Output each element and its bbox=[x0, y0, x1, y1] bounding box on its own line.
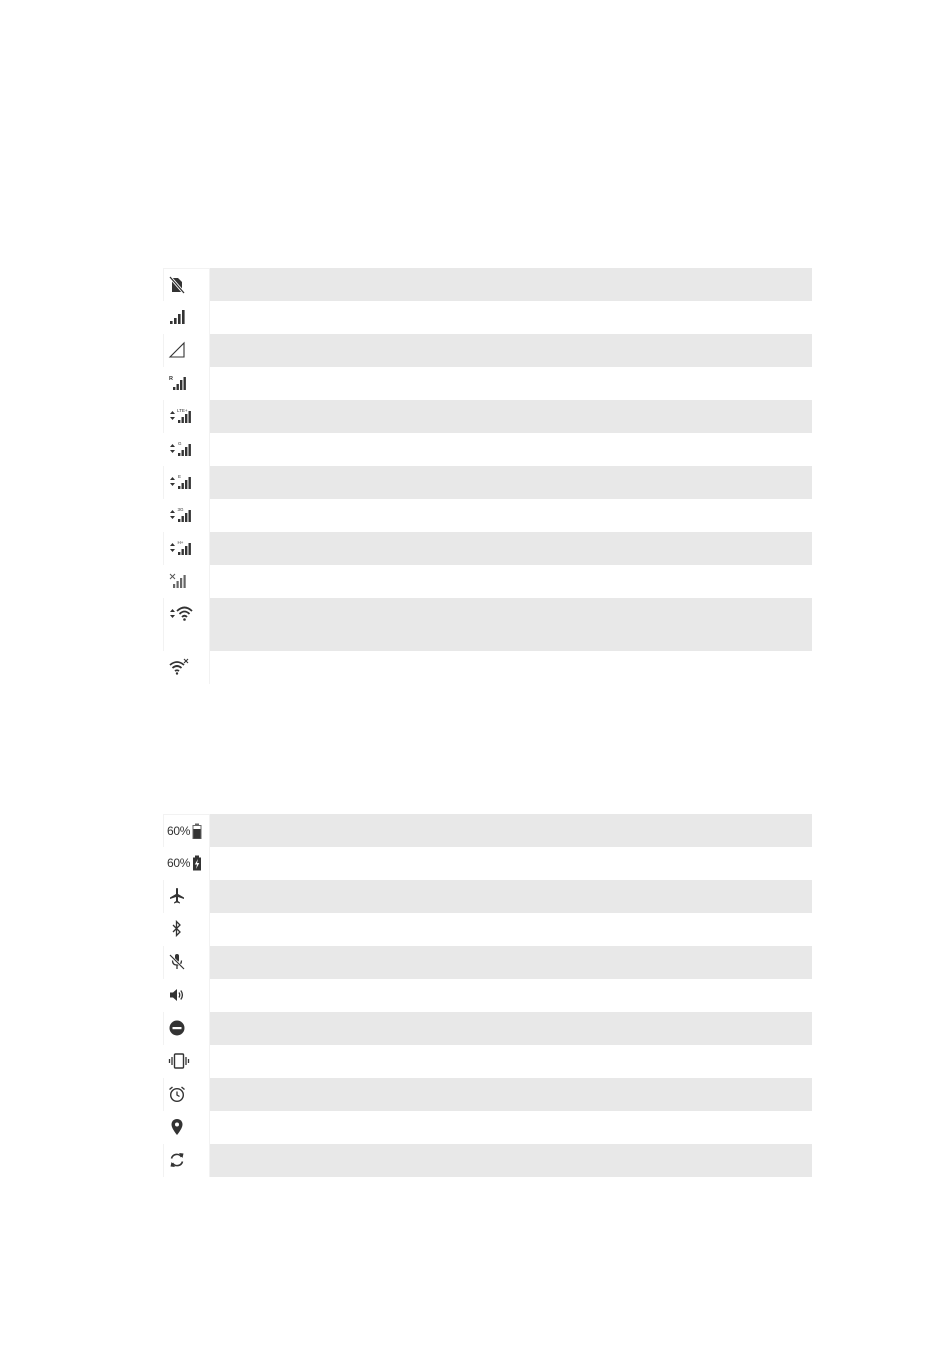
icon-cell bbox=[163, 400, 210, 433]
table-row bbox=[163, 268, 812, 301]
description-cell bbox=[210, 400, 812, 433]
location-icon bbox=[167, 1118, 187, 1136]
icon-cell bbox=[163, 1012, 210, 1045]
table-row bbox=[163, 301, 812, 334]
signal-strength-icon bbox=[167, 308, 187, 326]
icon-cell bbox=[163, 651, 210, 684]
table-row bbox=[163, 814, 812, 847]
table-row bbox=[163, 1111, 812, 1144]
battery-charging bbox=[167, 855, 202, 871]
table-row bbox=[163, 400, 812, 433]
description-cell bbox=[210, 1144, 812, 1177]
table-row bbox=[163, 1144, 812, 1177]
battery-status bbox=[167, 823, 202, 839]
3g-data-icon bbox=[167, 506, 195, 524]
description-cell bbox=[210, 814, 812, 847]
gprs-data-icon bbox=[167, 440, 195, 458]
table-row bbox=[163, 532, 812, 565]
icon-cell bbox=[163, 946, 210, 979]
description-cell bbox=[210, 334, 812, 367]
table-row bbox=[163, 946, 812, 979]
lte-plus-data-icon bbox=[167, 407, 195, 425]
icon-cell bbox=[163, 1078, 210, 1111]
icon-cell bbox=[163, 1045, 210, 1078]
description-cell bbox=[210, 499, 812, 532]
table-row bbox=[163, 979, 812, 1012]
table-row bbox=[163, 598, 812, 651]
hspa-plus-badge: H+ bbox=[177, 540, 184, 545]
icon-cell bbox=[163, 1111, 210, 1144]
battery-percentage: 60% bbox=[167, 824, 191, 838]
description-cell bbox=[210, 880, 812, 913]
edge-data-icon bbox=[167, 473, 195, 491]
network-icons-table bbox=[163, 268, 812, 684]
gprs-badge: G bbox=[178, 441, 182, 446]
description-cell bbox=[210, 532, 812, 565]
description-cell bbox=[210, 598, 812, 651]
description-cell bbox=[210, 1111, 812, 1144]
status-icons-table bbox=[163, 814, 812, 1177]
description-cell bbox=[210, 1012, 812, 1045]
table-row bbox=[163, 334, 812, 367]
table-row bbox=[163, 880, 812, 913]
description-cell bbox=[210, 1045, 812, 1078]
battery-charging-icon bbox=[192, 855, 202, 871]
svg-text:R: R bbox=[169, 376, 173, 382]
icon-cell bbox=[163, 499, 210, 532]
description-cell bbox=[210, 946, 812, 979]
table-row bbox=[163, 367, 812, 400]
icon-cell bbox=[163, 598, 210, 651]
table-row bbox=[163, 433, 812, 466]
description-cell bbox=[210, 466, 812, 499]
icon-cell bbox=[163, 466, 210, 499]
microphone-muted-icon bbox=[167, 953, 187, 971]
no-sim-icon bbox=[167, 276, 187, 294]
hspa-plus-data-icon bbox=[167, 539, 195, 557]
sync-icon bbox=[167, 1151, 187, 1169]
no-signal-icon bbox=[167, 341, 187, 359]
icon-cell bbox=[163, 301, 210, 334]
table-row bbox=[163, 847, 812, 880]
icon-cell bbox=[163, 367, 210, 400]
table-row bbox=[163, 1045, 812, 1078]
description-cell bbox=[210, 565, 812, 598]
icon-cell bbox=[163, 979, 210, 1012]
icon-cell bbox=[163, 433, 210, 466]
wifi-data-transfer-icon bbox=[167, 605, 195, 623]
icon-cell bbox=[163, 814, 210, 847]
icon-cell bbox=[163, 532, 210, 565]
battery-status-icon bbox=[192, 823, 202, 839]
3g-badge: 3G bbox=[177, 507, 184, 512]
description-cell bbox=[210, 268, 812, 301]
icon-cell bbox=[163, 565, 210, 598]
table-row bbox=[163, 913, 812, 946]
alarm-icon bbox=[167, 1085, 187, 1103]
table-row bbox=[163, 651, 812, 684]
table-row bbox=[163, 466, 812, 499]
lte-plus-badge: LTE+ bbox=[177, 408, 188, 413]
roaming-icon bbox=[167, 374, 189, 392]
table-row bbox=[163, 499, 812, 532]
wifi-no-internet-icon bbox=[167, 658, 193, 676]
battery-percentage: 60% bbox=[167, 856, 191, 870]
description-cell bbox=[210, 301, 812, 334]
icon-cell bbox=[163, 847, 210, 880]
table-row bbox=[163, 1078, 812, 1111]
description-cell bbox=[210, 913, 812, 946]
description-cell bbox=[210, 1078, 812, 1111]
description-cell bbox=[210, 433, 812, 466]
table-row bbox=[163, 565, 812, 598]
description-cell bbox=[210, 847, 812, 880]
icon-cell bbox=[163, 334, 210, 367]
do-not-disturb-icon bbox=[167, 1019, 187, 1037]
icon-cell bbox=[163, 268, 210, 301]
edge-badge: E bbox=[178, 474, 182, 479]
icon-cell bbox=[163, 913, 210, 946]
icon-cell bbox=[163, 1144, 210, 1177]
airplane-mode-icon bbox=[167, 887, 187, 905]
bluetooth-icon bbox=[167, 920, 187, 938]
description-cell bbox=[210, 979, 812, 1012]
table-row bbox=[163, 1012, 812, 1045]
vibrate-mode-icon bbox=[167, 1052, 191, 1070]
icon-cell bbox=[163, 880, 210, 913]
description-cell bbox=[210, 651, 812, 684]
description-cell bbox=[210, 367, 812, 400]
speakerphone-icon bbox=[167, 986, 187, 1004]
mobile-data-disabled-icon bbox=[167, 572, 189, 590]
